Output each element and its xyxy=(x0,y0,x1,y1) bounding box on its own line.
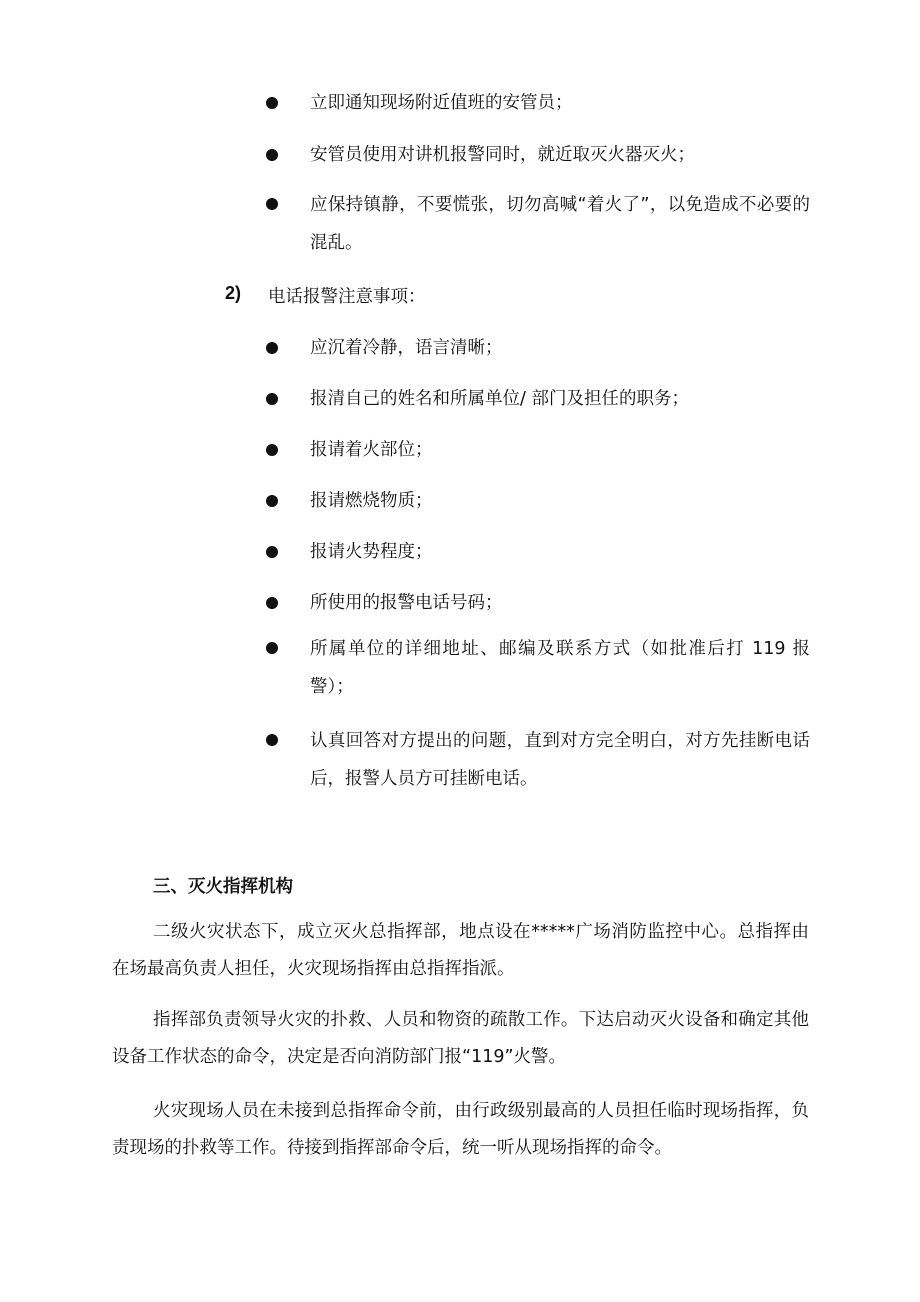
bullet-icon xyxy=(266,546,278,558)
bullet-icon xyxy=(266,393,278,405)
bullet-icon xyxy=(266,642,278,654)
list-item-text: 认真回答对方提出的问题，直到对方完全明白，对方先挂断电话后，报警人员方可挂断电话。 xyxy=(310,731,810,789)
list-item-text: 安管员使用对讲机报警同时，就近取灭火器灭火； xyxy=(310,145,695,165)
bullet-icon xyxy=(266,149,278,161)
list-item-text: 报清自己的姓名和所属单位/ 部门及担任的职务； xyxy=(310,389,689,409)
bullet-icon xyxy=(266,734,278,746)
paragraph: 二级火灾状态下，成立灭火总指挥部，地点设在*****广场消防监控中心。总指挥由在场最高负责人担任，火灾现场指挥由总指挥指派。 xyxy=(112,922,809,979)
bullet-icon xyxy=(266,97,278,109)
subsection-title: 电话报警注意事项： xyxy=(268,287,426,307)
subsection-number: 2) xyxy=(225,283,242,303)
bullet-icon xyxy=(266,597,278,609)
bullet-icon xyxy=(266,495,278,507)
list-item-text: 所使用的报警电话号码； xyxy=(310,593,503,613)
list-item-text: 所属单位的详细地址、邮编及联系方式（如批准后打 119 报警）； xyxy=(310,639,810,697)
list-item-text: 应沉着冷静，语言清晰； xyxy=(310,338,503,358)
list-item-text: 立即通知现场附近值班的安管员； xyxy=(310,93,573,113)
bullet-icon xyxy=(266,198,278,210)
paragraph: 指挥部负责领导火灾的扑救、人员和物资的疏散工作。下达启动灭火设备和确定其他设备工作状态的命令，决定是否向消防部门报“119”火警。 xyxy=(112,1010,809,1067)
paragraph: 火灾现场人员在未接到总指挥命令前，由行政级别最高的人员担任临时现场指挥，负责现场的扑救等工作。待接到指挥部命令后，统一听从现场指挥的命令。 xyxy=(112,1101,809,1158)
section-heading: 三、灭火指挥机构 xyxy=(153,877,293,897)
bullet-icon xyxy=(266,342,278,354)
list-item-text: 报请火势程度； xyxy=(310,542,433,562)
list-item-text: 报请着火部位； xyxy=(310,440,433,460)
list-item-text: 应保持镇静，不要慌张，切勿高喊“着火了”，以免造成不必要的混乱。 xyxy=(310,195,810,253)
list-item-text: 报请燃烧物质； xyxy=(310,491,433,511)
bullet-icon xyxy=(266,444,278,456)
